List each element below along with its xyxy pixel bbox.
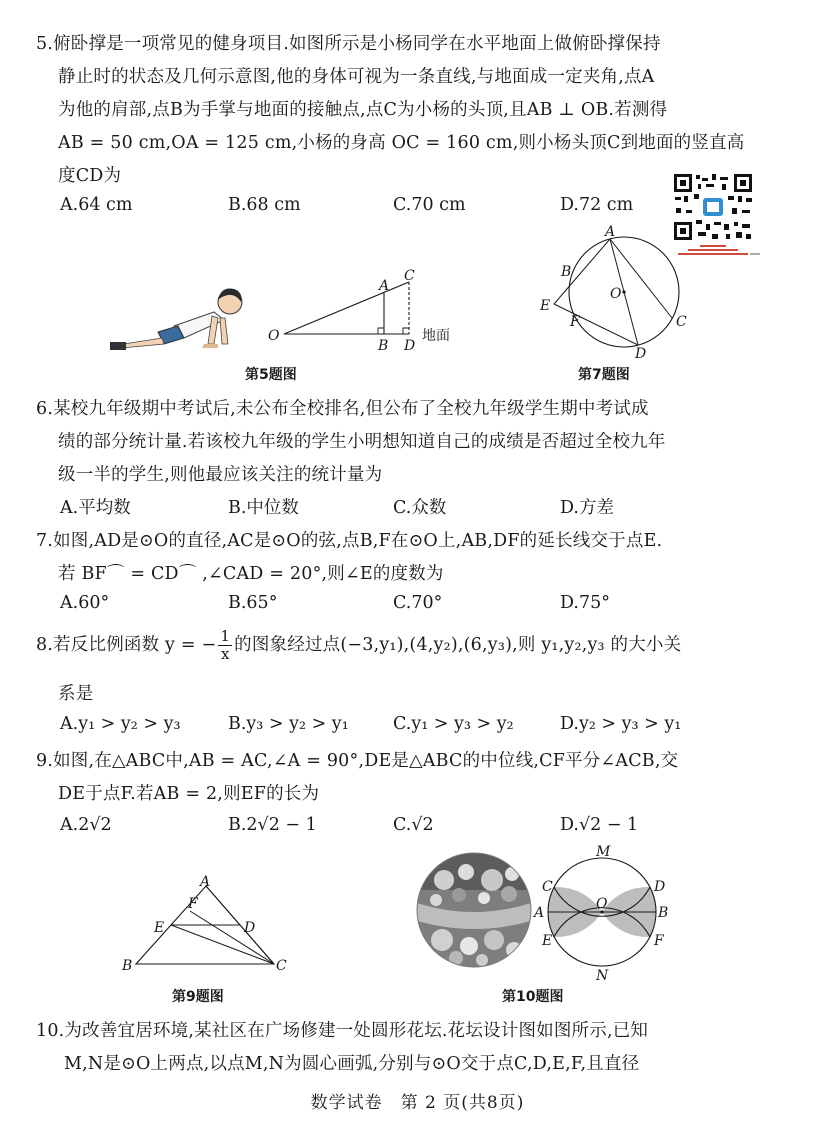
svg-text:A: A: [379, 278, 390, 294]
svg-text:O: O: [610, 286, 622, 302]
q8-text-start: 8.若反比例函数 y = −: [36, 635, 217, 655]
q8-fraction-numerator: 1: [220, 627, 231, 645]
svg-text:B: B: [561, 264, 572, 280]
q5-line-1: 5.俯卧撑是一项常见的健身项目.如图所示是小杨同学在水平地面上做俯卧撑保持: [36, 34, 661, 54]
q7-line-1: 7.如图,AD是⊙O的直径,AC是⊙O的弦,点B,F在⊙O上,AB,DF的延长线交于点E.: [36, 531, 663, 551]
q5-line-3: 为他的肩部,点B为手掌与地面的接触点,点C为小杨的头顶,且AB ⊥ OB.若测得: [58, 100, 668, 120]
svg-text:D: D: [635, 346, 647, 362]
q5-pushup-illustration: [104, 282, 254, 358]
q5-option-d: D.72 cm: [560, 195, 634, 215]
svg-text:D: D: [654, 879, 666, 895]
svg-text:A: A: [605, 224, 616, 240]
q9-triangle-figure: [118, 874, 298, 974]
q8-fraction: [218, 628, 232, 663]
q10-geometry-figure: [530, 846, 680, 982]
svg-text:E: E: [540, 298, 551, 314]
q7-line-2: 若 BF⌒ = CD⌒ ,∠CAD = 20°,则∠E的度数为: [58, 564, 444, 584]
q9-option-a: A.2√2: [60, 815, 112, 835]
svg-text:O: O: [268, 328, 280, 344]
q9-line-1: 9.如图,在△ABC中,AB = AC,∠A = 90°,DE是△ABC的中位线,CF平分∠ACB,交: [36, 751, 679, 771]
q6-option-c: C.众数: [393, 498, 447, 518]
q6-option-a: A.平均数: [60, 498, 131, 518]
svg-text:E: E: [542, 933, 553, 949]
q5-ground-label: 地面: [422, 328, 450, 344]
svg-text:F: F: [654, 933, 664, 949]
svg-text:C: C: [276, 958, 287, 974]
svg-text:F: F: [188, 896, 198, 912]
q5-option-c: C.70 cm: [393, 195, 466, 215]
svg-text:D: D: [244, 920, 256, 936]
q7-option-a: A.60°: [60, 593, 110, 613]
svg-text:C: C: [542, 879, 553, 895]
q5-line-4: AB = 50 cm,OA = 125 cm,小杨的身高 OC = 160 cm,则小杨头顶C到地面的竖直高: [58, 133, 745, 153]
q5-line-5: 度CD为: [58, 166, 122, 186]
q6-line-1: 6.某校九年级期中考试后,未公布全校排名,但公布了全校九年级学生期中考试成: [36, 399, 649, 419]
q7-option-b: B.65°: [228, 593, 278, 613]
svg-text:E: E: [154, 920, 165, 936]
q5-option-a: A.64 cm: [60, 195, 133, 215]
q6-line-2: 绩的部分统计量.若该校九年级的学生小明想知道自己的成绩是否超过全校九年: [58, 432, 666, 452]
svg-text:D: D: [404, 338, 416, 354]
q6-option-b: B.中位数: [228, 498, 299, 518]
q10-line-1: 10.为改善宜居环境,某社区在广场修建一处圆形花坛.花坛设计图如图所示,已知: [36, 1021, 649, 1041]
q10-figure-caption: 第10题图: [502, 989, 564, 1005]
svg-text:A: A: [534, 905, 545, 921]
q5-line-2: 静止时的状态及几何示意图,他的身体可视为一条直线,与地面成一定夹角,点A: [58, 67, 655, 87]
q10-line-2: M,N是⊙O上两点,以点M,N为圆心画弧,分别与⊙O交于点C,D,E,F,且直径: [64, 1054, 640, 1074]
q7-figure-caption: 第7题图: [578, 367, 630, 383]
q8-fraction-denominator: x: [220, 645, 230, 663]
q7-option-c: C.70°: [393, 593, 443, 613]
q8-option-b: B.y₃ > y₂ > y₁: [228, 714, 349, 734]
q7-circle-figure: [536, 224, 696, 362]
svg-text:B: B: [658, 905, 669, 921]
q5-geometry-figure: [264, 270, 464, 358]
q8-line-2: 系是: [58, 684, 94, 704]
q8-line-1: [36, 628, 681, 663]
svg-text:C: C: [676, 314, 687, 330]
q9-line-2: DE于点F.若AB = 2,则EF的长为: [58, 784, 320, 804]
svg-text:F: F: [570, 314, 580, 330]
q5-option-b: B.68 cm: [228, 195, 301, 215]
q6-option-d: D.方差: [560, 498, 614, 518]
q8-text-end: 的图象经过点(−3,y₁),(4,y₂),(6,y₃),则 y₁,y₂,y₃ 的大小关: [234, 635, 682, 655]
q5-figure-caption: 第5题图: [245, 367, 297, 383]
q6-line-3: 级一半的学生,则他最应该关注的统计量为: [58, 465, 383, 485]
q9-option-c: C.√2: [393, 815, 434, 835]
q8-option-a: A.y₁ > y₂ > y₃: [60, 714, 181, 734]
svg-text:M: M: [596, 844, 611, 860]
page-footer: 数学试卷 第 2 页(共8页): [310, 1093, 525, 1113]
q9-option-b: B.2√2 − 1: [228, 815, 317, 835]
svg-text:B: B: [122, 958, 133, 974]
q8-option-c: C.y₁ > y₃ > y₂: [393, 714, 514, 734]
q10-flowerbed-photo: [414, 850, 534, 970]
svg-text:C: C: [404, 268, 415, 284]
q8-option-d: D.y₂ > y₃ > y₁: [560, 714, 682, 734]
svg-text:B: B: [378, 338, 389, 354]
q9-figure-caption: 第9题图: [172, 989, 224, 1005]
q7-option-d: D.75°: [560, 593, 610, 613]
svg-text:N: N: [596, 968, 609, 984]
q9-option-d: D.√2 − 1: [560, 815, 639, 835]
svg-text:O: O: [596, 896, 608, 912]
svg-text:A: A: [200, 874, 211, 890]
